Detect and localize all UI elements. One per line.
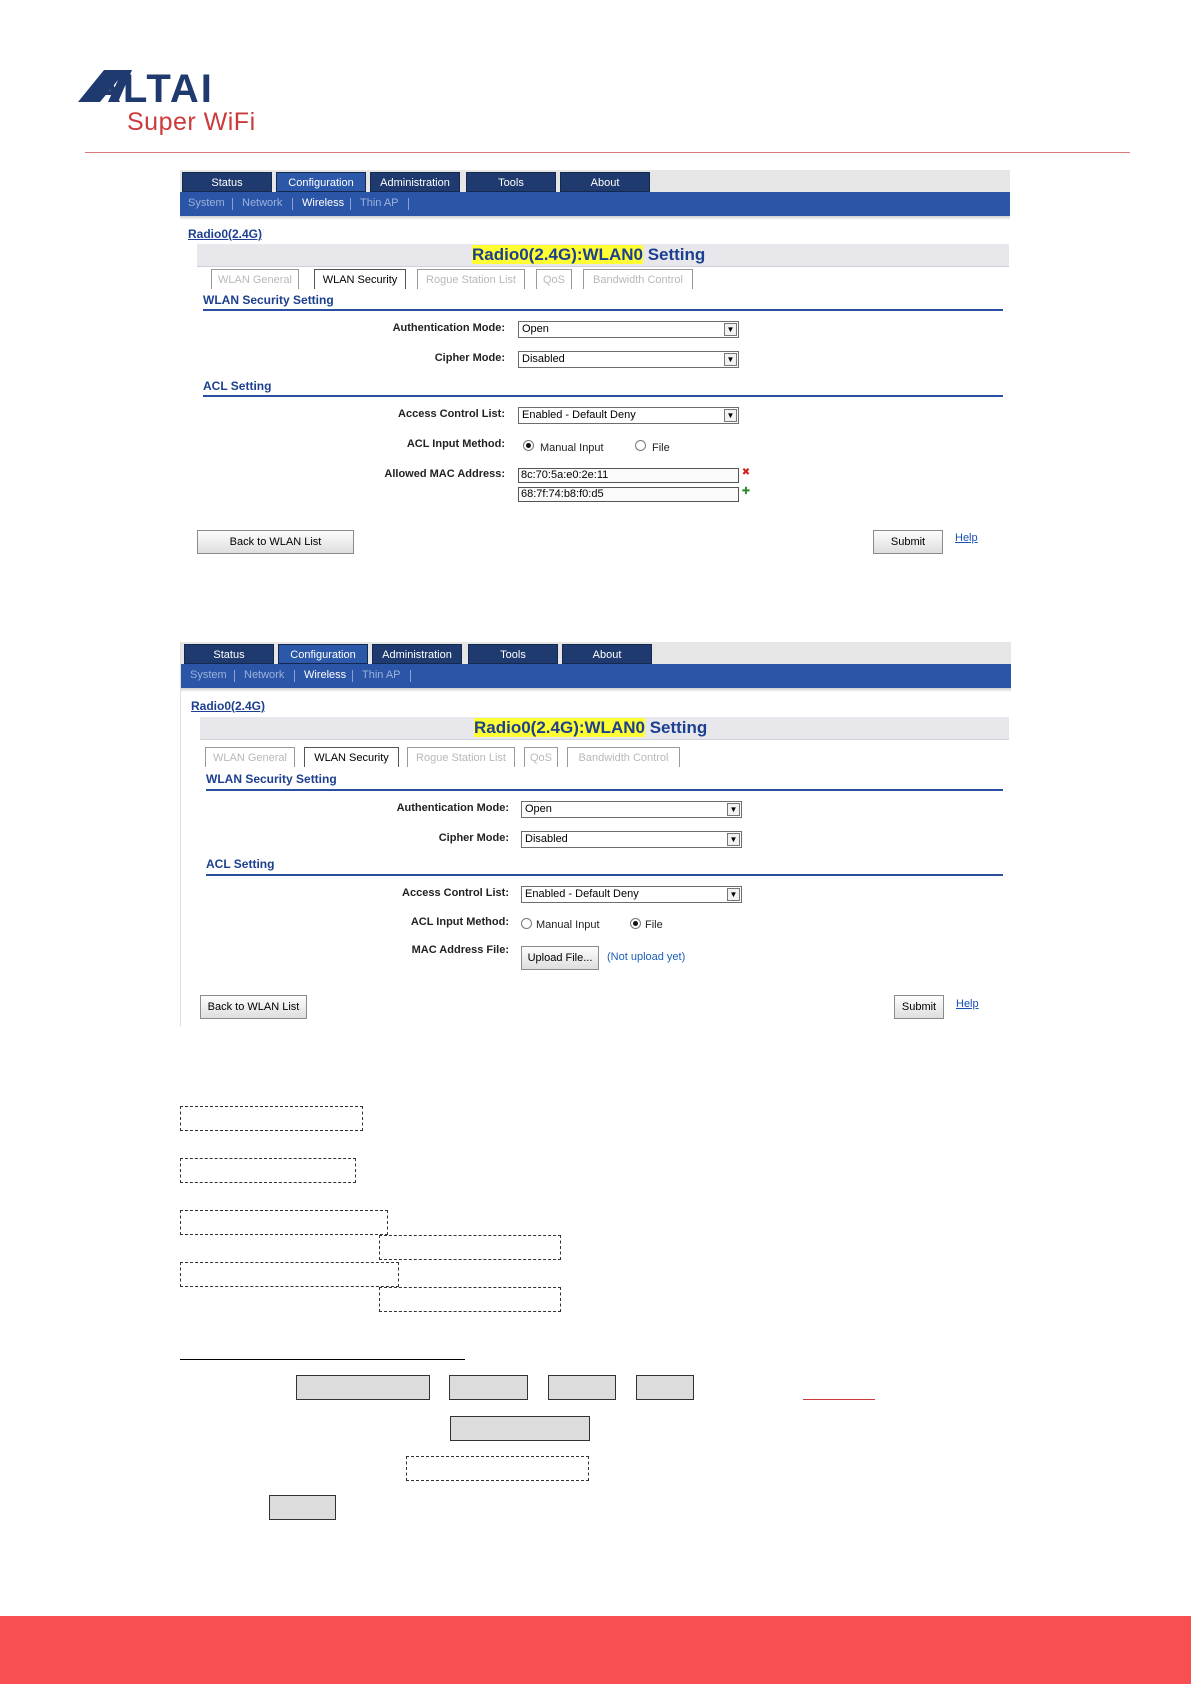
acl-label: Access Control List: <box>402 887 509 899</box>
auth-mode-select[interactable]: Open ▼ <box>521 801 742 818</box>
subnav-separator <box>234 670 235 682</box>
tab-wlan-security[interactable]: WLAN Security <box>314 269 406 289</box>
help-link[interactable]: Help <box>956 998 979 1010</box>
help-link[interactable]: Help <box>955 532 978 544</box>
subnav <box>180 192 1010 216</box>
mac-address-input[interactable]: 8c:70:5a:e0:2e:11 <box>518 468 739 483</box>
upload-file-button[interactable]: Upload File... <box>521 946 599 970</box>
tab-tools[interactable]: Tools <box>468 644 558 664</box>
back-to-wlan-list-button[interactable]: Back to WLAN List <box>197 530 354 554</box>
upload-status: (Not upload yet) <box>607 951 686 963</box>
file-label: File <box>645 919 663 931</box>
wlan-security-heading: WLAN Security Setting <box>206 772 337 786</box>
auth-mode-label: Authentication Mode: <box>392 322 505 334</box>
file-radio[interactable] <box>635 440 646 451</box>
subnav-network[interactable]: Network <box>242 197 283 209</box>
screenshot-file-input <box>180 642 1011 1026</box>
page-title: Radio0(2.4G):WLAN0 Setting <box>472 245 706 264</box>
manual-input-radio[interactable] <box>523 440 534 451</box>
subnav-separator <box>294 670 295 682</box>
tab-wlan-security[interactable]: WLAN Security <box>304 747 399 767</box>
subnav-system[interactable]: System <box>190 669 227 681</box>
tab-bandwidth-control[interactable]: Bandwidth Control <box>567 747 680 767</box>
submit-button[interactable]: Submit <box>873 530 943 554</box>
tab-qos[interactable]: QoS <box>524 747 558 767</box>
redacted-button-box <box>548 1375 616 1400</box>
redacted-field <box>180 1158 356 1183</box>
chevron-down-icon: ▼ <box>727 888 740 901</box>
header-rule <box>85 152 1130 153</box>
tab-administration[interactable]: Administration <box>370 172 460 192</box>
chevron-down-icon: ▼ <box>724 323 737 336</box>
acl-method-label: ACL Input Method: <box>410 916 509 928</box>
tab-administration[interactable]: Administration <box>372 644 462 664</box>
subnav-separator <box>232 198 233 210</box>
radio-link[interactable]: Radio0(2.4G) <box>191 699 266 713</box>
redacted-field <box>180 1262 399 1287</box>
section-rule <box>203 309 1003 311</box>
footer-bar <box>0 1616 1191 1684</box>
mac-address-label: Allowed MAC Address: <box>384 468 505 480</box>
cipher-mode-label: Cipher Mode: <box>438 832 509 844</box>
redacted-button-box <box>269 1495 336 1520</box>
panel-shadow <box>181 688 1011 692</box>
section-rule <box>203 395 1003 397</box>
redacted-field <box>379 1235 561 1260</box>
tab-wlan-general[interactable]: WLAN General <box>205 747 295 767</box>
redacted-field <box>180 1210 388 1235</box>
mac-address-file-label: MAC Address File: <box>411 944 509 956</box>
manual-input-label: Manual Input <box>540 442 604 454</box>
section-underline <box>180 1359 465 1360</box>
back-to-wlan-list-button[interactable]: Back to WLAN List <box>200 995 307 1019</box>
svg-text:ALTAI: ALTAI <box>92 70 214 110</box>
tab-rogue-station-list[interactable]: Rogue Station List <box>417 269 525 289</box>
file-radio[interactable] <box>630 918 641 929</box>
tab-status[interactable]: Status <box>182 172 272 192</box>
section-rule <box>206 789 1003 791</box>
chevron-down-icon: ▼ <box>724 409 737 422</box>
acl-label: Access Control List: <box>398 408 505 420</box>
subnav-system[interactable]: System <box>188 197 225 209</box>
cipher-mode-label: Cipher Mode: <box>434 352 505 364</box>
acl-method-label: ACL Input Method: <box>406 438 505 450</box>
acl-select[interactable]: Enabled - Default Deny ▼ <box>521 886 742 903</box>
chevron-down-icon: ▼ <box>724 353 737 366</box>
tab-status[interactable]: Status <box>184 644 274 664</box>
chevron-down-icon: ▼ <box>727 803 740 816</box>
tab-configuration[interactable]: Configuration <box>276 172 366 192</box>
submit-button[interactable]: Submit <box>894 995 944 1019</box>
panel-shadow <box>180 216 1010 220</box>
manual-input-radio[interactable] <box>521 918 532 929</box>
redacted-button-box <box>449 1375 528 1400</box>
subnav-separator <box>408 198 409 210</box>
redacted-field <box>406 1456 589 1481</box>
tab-wlan-general[interactable]: WLAN General <box>211 269 299 289</box>
tab-configuration[interactable]: Configuration <box>278 644 368 664</box>
acl-select[interactable]: Enabled - Default Deny ▼ <box>518 407 739 424</box>
mac-address-input[interactable]: 68:7f:74:b8:f0:d5 <box>518 487 739 502</box>
tab-rogue-station-list[interactable]: Rogue Station List <box>407 747 515 767</box>
redacted-button-box <box>636 1375 694 1400</box>
subnav-separator <box>292 198 293 210</box>
auth-mode-label: Authentication Mode: <box>396 802 509 814</box>
tab-qos[interactable]: QoS <box>536 269 572 289</box>
subnav-network[interactable]: Network <box>244 669 285 681</box>
page-title: Radio0(2.4G):WLAN0 Setting <box>474 718 708 737</box>
altai-logo <box>78 70 303 110</box>
redacted-link-underline <box>803 1399 875 1400</box>
redacted-button-box <box>450 1416 590 1441</box>
wlan-security-heading: WLAN Security Setting <box>203 293 334 307</box>
chevron-down-icon: ▼ <box>727 833 740 846</box>
subnav-thin-ap[interactable]: Thin AP <box>362 669 401 681</box>
redacted-field <box>379 1287 561 1312</box>
subnav-thin-ap[interactable]: Thin AP <box>360 197 399 209</box>
manual-input-label: Manual Input <box>536 919 600 931</box>
tab-about[interactable]: About <box>562 644 652 664</box>
auth-mode-select[interactable]: Open ▼ <box>518 321 739 338</box>
redacted-field <box>180 1106 363 1131</box>
acl-heading: ACL Setting <box>206 857 275 871</box>
tab-tools[interactable]: Tools <box>466 172 556 192</box>
add-icon[interactable]: ✚ <box>741 486 751 497</box>
redacted-button-box <box>296 1375 430 1400</box>
subnav-wireless[interactable]: Wireless <box>302 197 345 209</box>
file-label: File <box>652 442 670 454</box>
title-bar <box>197 244 1009 267</box>
section-rule <box>206 874 1003 876</box>
subnav-separator <box>410 670 411 682</box>
cipher-mode-select[interactable]: Disabled ▼ <box>521 831 742 848</box>
title-bar <box>200 717 1009 740</box>
delete-icon[interactable]: ✖ <box>741 467 751 478</box>
subnav-separator <box>350 198 351 210</box>
logo-tagline: Super WiFi <box>127 108 256 136</box>
subnav <box>181 664 1011 688</box>
radio-link[interactable]: Radio0(2.4G) <box>188 227 263 241</box>
subnav-separator <box>352 670 353 682</box>
cipher-mode-select[interactable]: Disabled ▼ <box>518 351 739 368</box>
tab-bandwidth-control[interactable]: Bandwidth Control <box>583 269 693 289</box>
subnav-wireless[interactable]: Wireless <box>304 669 347 681</box>
acl-heading: ACL Setting <box>203 379 272 393</box>
tab-about[interactable]: About <box>560 172 650 192</box>
screenshot-manual-input <box>180 170 1010 570</box>
